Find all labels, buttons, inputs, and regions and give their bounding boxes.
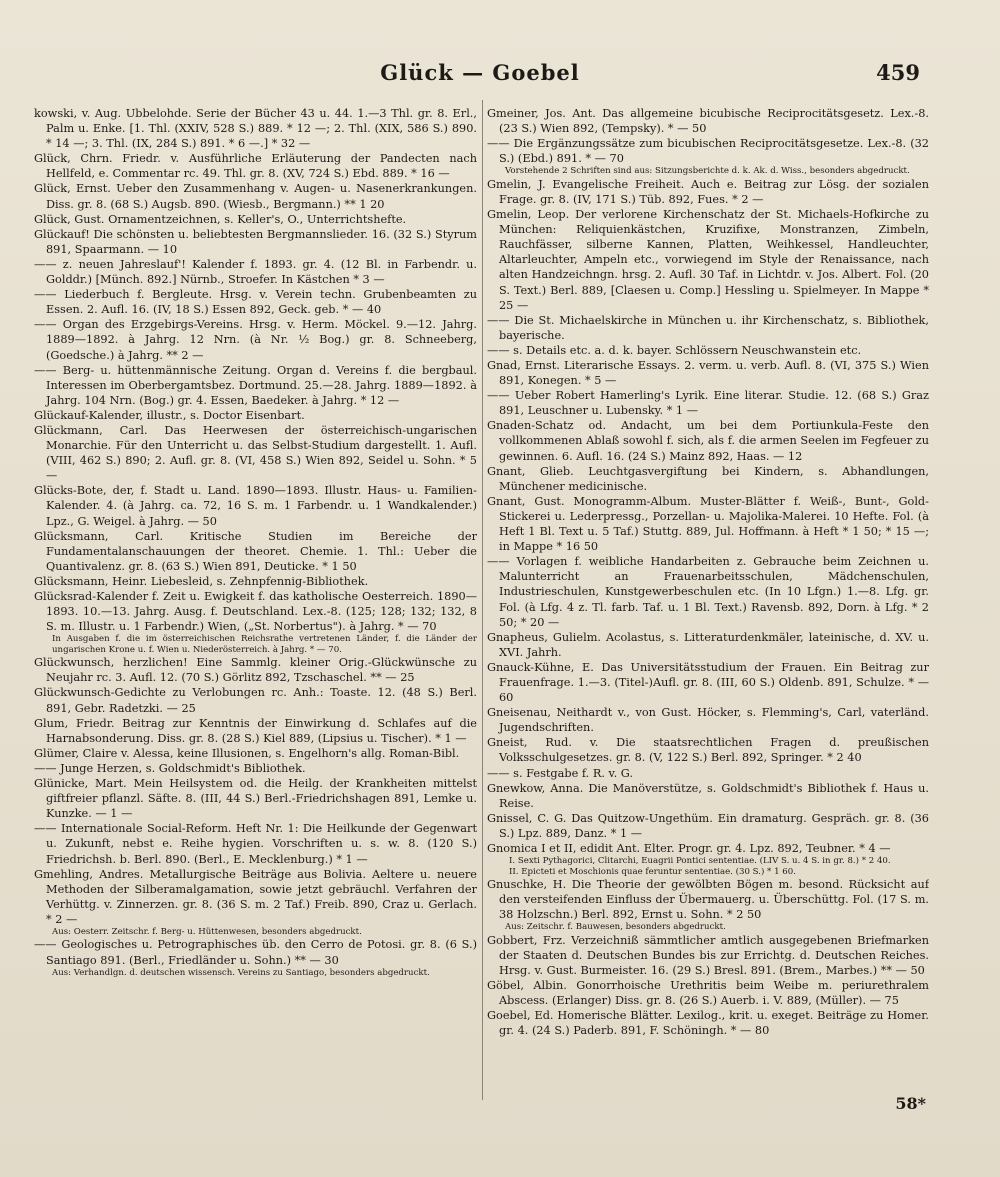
bibliography-entry: Glünicke, Mart. Mein Heilsystem od. die Heilg. der Krankheiten mittelst giftfreier pflanzl. Säfte. 8. (III, 44 S.) Berl.-Friedrichshagen 891, Lemke u. Kunzke. — 1 — bbox=[34, 777, 477, 821]
bibliography-entry: Göbel, Albin. Gonorrhoische Urethritis beim Weibe m. periurethralem Abscess. (Erlanger) Diss. gr. 8. (26 S.) Auerb. i. V. 889, (Müller). — 75 bbox=[487, 979, 929, 1008]
bibliography-entry: Gnuschke, H. Die Theorie der gewölbten Bögen m. besond. Rücksicht auf den versteifenden Einfluss der Übermauerg. u. Überschüttg. Fol. (17 S. m. 38 Holzschn.) Berl. 892, Ernst u. Sohn. * 2 50 bbox=[487, 878, 929, 922]
bibliography-entry: Vorstehende 2 Schriften sind aus: Sitzungsberichte d. k. Ak. d. Wiss., besonders abgedruckt. bbox=[505, 166, 910, 177]
bibliography-entry: Gmelin, J. Evangelische Freiheit. Auch e. Beitrag zur Lösg. der sozialen Frage. gr. 8. (IV, 171 S.) Tüb. 892, Fues. * 2 — bbox=[487, 177, 929, 206]
bibliography-entry: Gnissel, C. G. Das Quitzow-Ungethüm. Ein dramaturg. Gespräch. gr. 8. (36 S.) Lpz. 889, Danz. * 1 — bbox=[487, 811, 929, 840]
bibliography-entry: Gnapheus, Gulielm. Acolastus, s. Litteraturdenkmäler, lateinische, d. XV. u. XVI. Jahrh. bbox=[487, 630, 929, 659]
bibliography-entry: —— Berg- u. hüttenmännische Zeitung. Organ d. Vereins f. die bergbaul. Interessen im Oberbergamtsbez. Dortmund. 25.—28. Jahrg. 1889—1892. à Jahrg. 104 Nrn. (Bog.) gr. 4. Essen, Baedeker. à Jahrg. * 12 — bbox=[34, 363, 477, 407]
bibliography-entry: Gobbert, Frz. Verzeichniß sämmtlicher amtlich ausgegebenen Briefmarken der Staaten d. Deutschen Bundes bis zur Errichtg. d. Deutschen Reiches. Hrsg. v. Gust. Burmeister. 16. (29 S.) Bresl. 891. (Brem., Marbes.) ** — 50 bbox=[487, 933, 929, 978]
running-header bbox=[40, 60, 920, 90]
bibliography-entry: Gmehling, Andres. Metallurgische Beiträge aus Bolivia. Aeltere u. neuere Methoden der Silberamalgamation, sowie jetzt gebräuchl. Verfahren der Verhüttg. v. Zinnerzen. gr. 8. (36 S. m. 2 Taf.) Freib. 890, Craz u. Gerlach. * 2 — bbox=[34, 867, 477, 926]
bibliography-entry: Gmeiner, Jos. Ant. Das allgemeine bicubische Reciprocitätsgesetz. Lex.-8. (23 S.) Wien 892, (Tempsky). * — 50 bbox=[487, 107, 929, 136]
bibliography-entry: Aus: Oesterr. Zeitschr. f. Berg- u. Hüttenwesen, besonders abgedruckt. bbox=[52, 926, 362, 937]
bibliography-entry: Glückauf-Kalender, illustr., s. Doctor Eisenbart. bbox=[34, 408, 305, 422]
left-column bbox=[34, 106, 477, 1116]
bibliography-entry: —— Liederbuch f. Bergleute. Hrsg. v. Verein techn. Grubenbeamten zu Essen. 2. Aufl. 16. (IV, 18 S.) Essen 892, Geck. geb. * — 40 bbox=[34, 288, 477, 317]
bibliography-entry: —— Die Ergänzungssätze zum bicubischen Reciprocitätsgesetze. Lex.-8. (32 S.) (Ebd.) 891. * — 70 bbox=[487, 137, 929, 166]
bibliography-entry: Glückwunsch, herzlichen! Eine Sammlg. kleiner Orig.-Glückwünsche zu Neujahr rc. 3. Aufl. 12. (70 S.) Görlitz 892, Tzschaschel. ** — 25 bbox=[34, 656, 477, 685]
column-divider bbox=[482, 100, 483, 1100]
bibliography-entry: II. Epicteti et Moschionis quae feruntur sententiae. (30 S.) * 1 60. bbox=[509, 866, 796, 877]
bibliography-entry: Gnauck-Kühne, E. Das Universitätsstudium der Frauen. Ein Beitrag zur Frauenfrage. 1.—3. (Titel-)Aufl. gr. 8. (III, 60 S.) Oldenb. 891, Schulze. * — 60 bbox=[487, 660, 929, 705]
bibliography-entry: Glümer, Claire v. Alessa, keine Illusionen, s. Engelhorn's allg. Roman-Bibl. bbox=[34, 746, 460, 760]
bibliography-entry: Goebel, Ed. Homerische Blätter. Lexilog., krit. u. exeget. Beiträge zu Homer. gr. 4. (24 S.) Paderb. 891, F. Schöningh. * — 80 bbox=[487, 1009, 929, 1038]
bibliography-entry: Gnant, Gust. Monogramm-Album. Muster-Blätter f. Weiß-, Bunt-, Gold-Stickerei u. Lederpressg., Porzellan- u. Majolika-Malerei. 10 Hefte. Fol. (à Heft 1 Bl. Text u. 5 Taf.) Stuttg. 889, Jul. Hoffmann. à Heft * 1 50; * 15 —; in Mappe * 16 50 bbox=[487, 494, 929, 554]
bibliography-entry: Gnad, Ernst. Literarische Essays. 2. verm. u. verb. Aufl. 8. (VI, 375 S.) Wien 891, Konegen. * 5 — bbox=[487, 359, 929, 388]
bibliography-entry: Glücksrad-Kalender f. Zeit u. Ewigkeit f. das katholische Oesterreich. 1890—1893. 10.—13. Jahrg. Ausg. f. Deutschland. Lex.-8. (125; 128; 132; 132, 8 S. m. Illustr. u. 1 Farbendr.) Wien, („St. Norbertus"). à Jahrg. * — 70 bbox=[34, 590, 477, 634]
bibliography-entry: Gneist, Rud. v. Die staatsrechtlichen Fragen d. preußischen Volksschulgesetzes. gr. 8. (V, 122 S.) Berl. 892, Springer. * 2 40 bbox=[487, 736, 929, 765]
bibliography-entry: Glückauf! Die schönsten u. beliebtesten Bergmannslieder. 16. (32 S.) Styrum 891, Spaarmann. — 10 bbox=[34, 227, 477, 256]
page-title: Glück — Goebel bbox=[380, 60, 580, 85]
bibliography-entry: —— Vorlagen f. weibliche Handarbeiten z. Gebrauche beim Zeichnen u. Malunterricht an Frauenarbeitsschulen, Mädchenschulen, Industrieschulen, Kunstgewerbeschulen etc. (In 10 Lfgn.) 1.—8. Lfg. gr. Fol. (à Lfg. 4 z. Tl. farb. Taf. u. 1 Bl. Text.) Ravensb. 892, Dorn. à Lfg. * 2 50; * 20 — bbox=[487, 555, 929, 629]
signature-mark: 58* bbox=[895, 1094, 926, 1113]
bibliography-entry: Glücks-Bote, der, f. Stadt u. Land. 1890—1893. Illustr. Haus- u. Familien-Kalender. 4. (à Jahrg. ca. 72, 16 S. m. 1 Farbendr. u. 1 Wandkalender.) Lpz., G. Weigel. à Jahrg. — 50 bbox=[34, 484, 477, 528]
bibliography-entry: Glück, Gust. Ornamentzeichnen, s. Keller's, O., Unterrichtshefte. bbox=[34, 212, 407, 226]
bibliography-entry: Glückwunsch-Gedichte zu Verlobungen rc. Anh.: Toaste. 12. (48 S.) Berl. 891, Gebr. Radetzki. — 25 bbox=[34, 686, 477, 715]
bibliography-entry: Gnant, Glieb. Leuchtgasvergiftung bei Kindern, s. Abhandlungen, Münchener medicinische. bbox=[487, 464, 929, 493]
right-column bbox=[487, 106, 929, 1116]
bibliography-entry: kowski, v. Aug. Ubbelohde. Serie der Bücher 43 u. 44. 1.—3 Thl. gr. 8. Erl., Palm u. Enke. [1. Thl. (XXIV, 528 S.) 889. * 12 —; 2. Thl. (XIX, 586 S.) 890. * 14 —; 3. Thl. (IX, 284 S.) 891. * 6 —.] * 32 — bbox=[34, 107, 477, 151]
bibliography-entry: I. Sexti Pythagorici, Clitarchi, Euagrii Pontici sententiae. (LIV S. u. 4 S. in gr. 8.) * 2 40. bbox=[509, 856, 891, 867]
bibliography-entry: —— Junge Herzen, s. Goldschmidt's Bibliothek. bbox=[34, 761, 306, 775]
bibliography-entry: —— Geologisches u. Petrographisches üb. den Cerro de Potosi. gr. 8. (6 S.) Santiago 891. (Berl., Friedländer u. Sohn.) ** — 30 bbox=[34, 938, 477, 967]
bibliography-entry: —— Ueber Robert Hamerling's Lyrik. Eine literar. Studie. 12. (68 S.) Graz 891, Leuschner u. Lubensky. * 1 — bbox=[487, 389, 929, 418]
bibliography-entry: —— Internationale Social-Reform. Heft Nr. 1: Die Heilkunde der Gegenwart u. Zukunft, nebst e. Reihe hygien. Vorschriften u. s. w. 8. (120 S.) Friedrichsh. b. Berl. 890. (Berl., E. Mecklenburg.) * 1 — bbox=[34, 822, 477, 866]
bibliography-entry: Gmelin, Leop. Der verlorene Kirchenschatz der St. Michaels-Hofkirche zu München: Reliquienkästchen, Kruzifixe, Monstranzen, Zimbeln, Rauchfässer, silberne Kannen, Platten, Weihkessel, Handleuchter, Altarleuchter, Ampeln etc., vorwiegend im Style der Renaissance, nach alten Handzeichngn. hrsg. 2. Aufl. 30 Taf. in Lichtdr. v. Jos. Albert. Fol. (20 S. Text.) Berl. 889, [Claesen u. Comp.] Hessling u. Spielmeyer. In Mappe * 25 — bbox=[487, 208, 929, 312]
bibliography-entry: Aus: Verhandlgn. d. deutschen wissensch. Vereins zu Santiago, besonders abgedruckt. bbox=[52, 967, 430, 978]
bibliography-entry: Gneisenau, Neithardt v., von Gust. Höcker, s. Flemming's, Carl, vaterländ. Jugendschriften. bbox=[487, 706, 929, 735]
bibliography-entry: —— s. Details etc. a. d. k. bayer. Schlössern Neuschwanstein etc. bbox=[487, 343, 862, 357]
bibliography-entry: Gnomica I et II, edidit Ant. Elter. Progr. gr. 4. Lpz. 892, Teubner. * 4 — bbox=[487, 842, 891, 855]
bibliography-entry: —— s. Festgabe f. R. v. G. bbox=[487, 766, 633, 780]
bibliography-entry: Glücksmann, Heinr. Liebesleid, s. Zehnpfennig-Bibliothek. bbox=[34, 574, 369, 588]
bibliography-entry: Glück, Ernst. Ueber den Zusammenhang v. Augen- u. Nasenerkrankungen. Diss. gr. 8. (68 S.) Augsb. 890. (Wiesb., Bergmann.) ** 1 20 bbox=[34, 182, 477, 211]
bibliography-entry: —— Die St. Michaelskirche in München u. ihr Kirchenschatz, s. Bibliothek, bayerische. bbox=[487, 313, 929, 342]
bibliography-entry: —— z. neuen Jahreslauf'! Kalender f. 1893. gr. 4. (12 Bl. in Farbendr. u. Golddr.) [Münch. 892.] Nürnb., Stroefer. In Kästchen * 3 — bbox=[34, 257, 477, 287]
bibliography-entry: Gnewkow, Anna. Die Manöverstütze, s. Goldschmidt's Bibliothek f. Haus u. Reise. bbox=[487, 781, 929, 810]
bibliography-entry: In Ausgaben f. die im österreichischen Reichsrathe vertretenen Länder, f. die Länder der ungarischen Krone u. f. Wien u. Niederösterreich. à Jahrg. * — 70. bbox=[52, 634, 477, 655]
bibliography-entry: Glückmann, Carl. Das Heerwesen der österreichisch-ungarischen Monarchie. Für den Unterricht u. das Selbst-Studium dargestellt. 1. Aufl. (VIII, 462 S.) 890; 2. Aufl. gr. 8. (VI, 458 S.) Wien 892, Seidel u. Sohn. * 5 — bbox=[34, 423, 477, 483]
bibliography-entry: —— Organ des Erzgebirgs-Vereins. Hrsg. v. Herm. Möckel. 9.—12. Jahrg. 1889—1892. à Jahrg. 12 Nrn. (à Nr. ½ Bog.) gr. 8. Schneeberg, (Goedsche.) à Jahrg. ** 2 — bbox=[34, 318, 477, 362]
bibliography-entry: Glücksmann, Carl. Kritische Studien im Bereiche der Fundamentalanschauungen der theoret. Chemie. 1. Thl.: Ueber die Quantivalenz. gr. 8. (63 S.) Wien 891, Deuticke. * 1 50 bbox=[34, 529, 477, 573]
bibliography-entry: Glum, Friedr. Beitrag zur Kenntnis der Einwirkung d. Schlafes auf die Harnabsonderung. Diss. gr. 8. (28 S.) Kiel 889, (Lipsius u. Tischer). * 1 — bbox=[34, 716, 477, 745]
bibliography-entry: Glück, Chrn. Friedr. v. Ausführliche Erläuterung der Pandecten nach Hellfeld, e. Commentar rc. 49. Thl. gr. 8. (XV, 724 S.) Ebd. 889. * 16 — bbox=[34, 152, 477, 181]
bibliography-entry: Gnaden-Schatz od. Andacht, um bei dem Portiunkula-Feste den vollkommenen Ablaß sowohl f. sich, als f. die armen Seelen im Fegfeuer zu gewinnen. 6. Aufl. 16. (24 S.) Mainz 892, Haas. — 12 bbox=[487, 419, 929, 463]
bibliography-entry: Aus: Zeitschr. f. Bauwesen, besonders abgedruckt. bbox=[505, 922, 726, 933]
page-number: 459 bbox=[876, 60, 920, 85]
